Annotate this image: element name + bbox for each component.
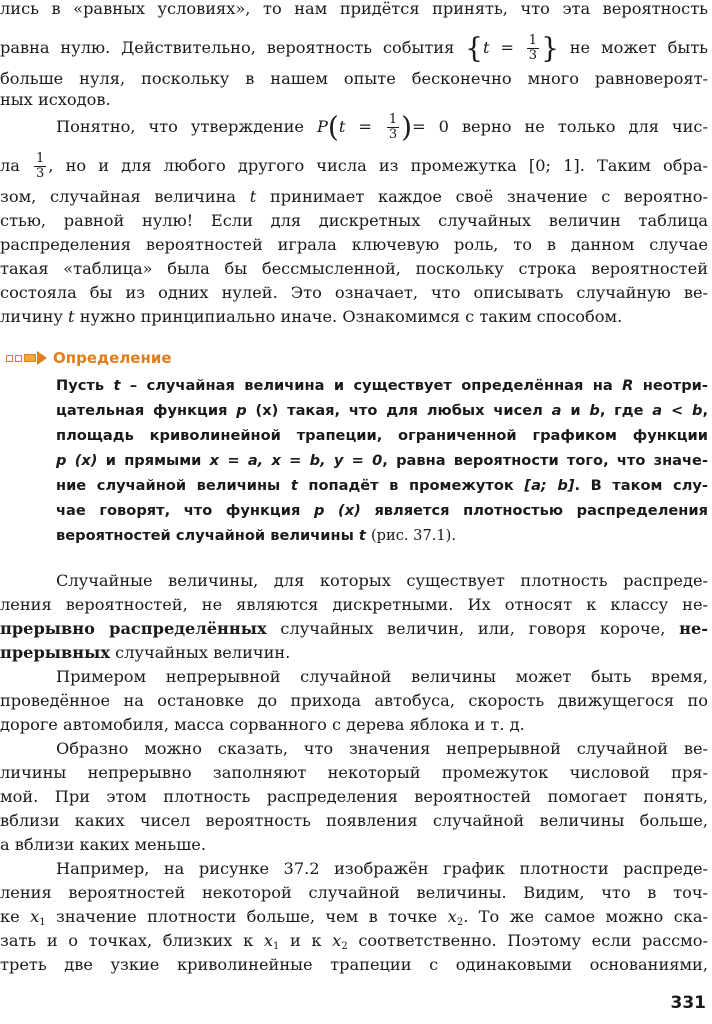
text-line: прерывно распределённых случайных величин, или, говоря короче, не-	[0, 619, 708, 638]
text-line: ления вероятностей некоторой случайной величины. Видим, что в точ-	[0, 883, 708, 902]
text-line: состояла бы из одних нулей. Это означает, что описывать случайную ве-	[0, 283, 708, 302]
definition-arrow-icon	[6, 351, 47, 365]
text-line: ления вероятностей, не являются дискретными. Их относят к классу не-	[0, 595, 708, 614]
text-line: зом, случайная величина t принимает каждое своё значение с вероятно-	[0, 187, 708, 206]
text-line: прерывных случайных величин.	[0, 643, 291, 662]
brace-close: }	[541, 31, 559, 65]
fraction: $\frac{1}{3}$	[388, 112, 398, 142]
fraction: $\frac{1}{3}$	[528, 33, 538, 63]
page-number: 331	[670, 993, 706, 1013]
definition-line: площадь криволинейной трапеции, ограниченной графиком функции	[56, 427, 708, 444]
text-line: лись в «равных условиях», то нам придётся принять, что эта вероятность	[0, 0, 708, 18]
text-line: распределения вероятностей играла ключевую роль, то в данном случае	[0, 235, 708, 254]
text-line: мой. При этом плотность распределения вероятностей помогает понять,	[0, 787, 708, 806]
text-line: ке $x_1$ значение плотности больше, чем в точке $x_2$. То же самое можно ска-	[0, 907, 709, 928]
text-line: больше нуля, поскольку в нашем опыте бесконечно много равновероят-	[0, 69, 708, 88]
text-line: личину t нужно принципиально иначе. Ознакомимся с таким способом.	[0, 307, 623, 326]
text-line: Случайные величины, для которых существует плотность распреде-	[56, 571, 708, 590]
text-line: зать и о точках, близких к $x_1$ и к $x_2$ соответственно. Поэтому если рассмо-	[0, 931, 708, 952]
definition-line: Пусть t – случайная величина и существует определённая на R неотри-	[56, 377, 708, 394]
definition-line: p (x) и прямыми x = a, x = b, y = 0, равна вероятности того, что значе-	[56, 452, 709, 469]
brace-open: {	[465, 31, 483, 65]
text-line: равна нулю. Действительно, вероятность события {t = $\frac{1}{3}$ } не может быть	[0, 31, 708, 65]
text-line: Образно можно сказать, что значения непрерывной случайной ве-	[56, 739, 708, 758]
definition-title: Определение	[53, 349, 172, 367]
definition-line: ние случайной величины t попадёт в промежуток [a; b]. В таком слу-	[56, 477, 708, 494]
text-line: Примером непрерывной случайной величины может быть время,	[56, 667, 708, 686]
fraction: $\frac{1}{3}$	[36, 151, 45, 181]
text-line: а вблизи каких меньше.	[0, 835, 206, 854]
text-line: дороге автомобиля, масса сорванного с дерева яблока и т. д.	[0, 715, 525, 734]
text-line: такая «таблица» была бы бессмысленной, поскольку строка вероятностей	[0, 259, 708, 278]
text-line: ла $\frac{1}{3}$ , но и для любого другого числа из промежутка [0; 1]. Таким обра-	[0, 151, 708, 181]
definition-header	[6, 349, 172, 367]
text-line: Понятно, что утверждение P(t = $\frac{1}{3}$ )= 0 верно не только для чис-	[56, 110, 708, 144]
text-line: личины непрерывно заполняют некоторый промежуток числовой пря-	[0, 763, 708, 782]
definition-line: чае говорят, что функция p (x) является плотностью распределения	[56, 502, 708, 519]
text-line: вблизи каких чисел вероятность появления случайной величины больше,	[0, 811, 708, 830]
definition-line: вероятностей случайной величины t (рис. 37.1).	[56, 527, 457, 544]
text-line: ных исходов.	[0, 90, 111, 109]
text-line: проведённое на остановке до прихода автобуса, скорость движущегося по	[0, 691, 708, 710]
text-line: Например, на рисунке 37.2 изображён график плотности распреде-	[56, 859, 708, 878]
text-line: треть две узкие криволинейные трапеции с одинаковыми основаниями,	[0, 955, 708, 974]
definition-line: цательная функция p (x) такая, что для любых чисел a и b, где a < b,	[56, 402, 708, 419]
text-line: стью, равной нулю! Если для дискретных случайных величин таблица	[0, 211, 708, 230]
